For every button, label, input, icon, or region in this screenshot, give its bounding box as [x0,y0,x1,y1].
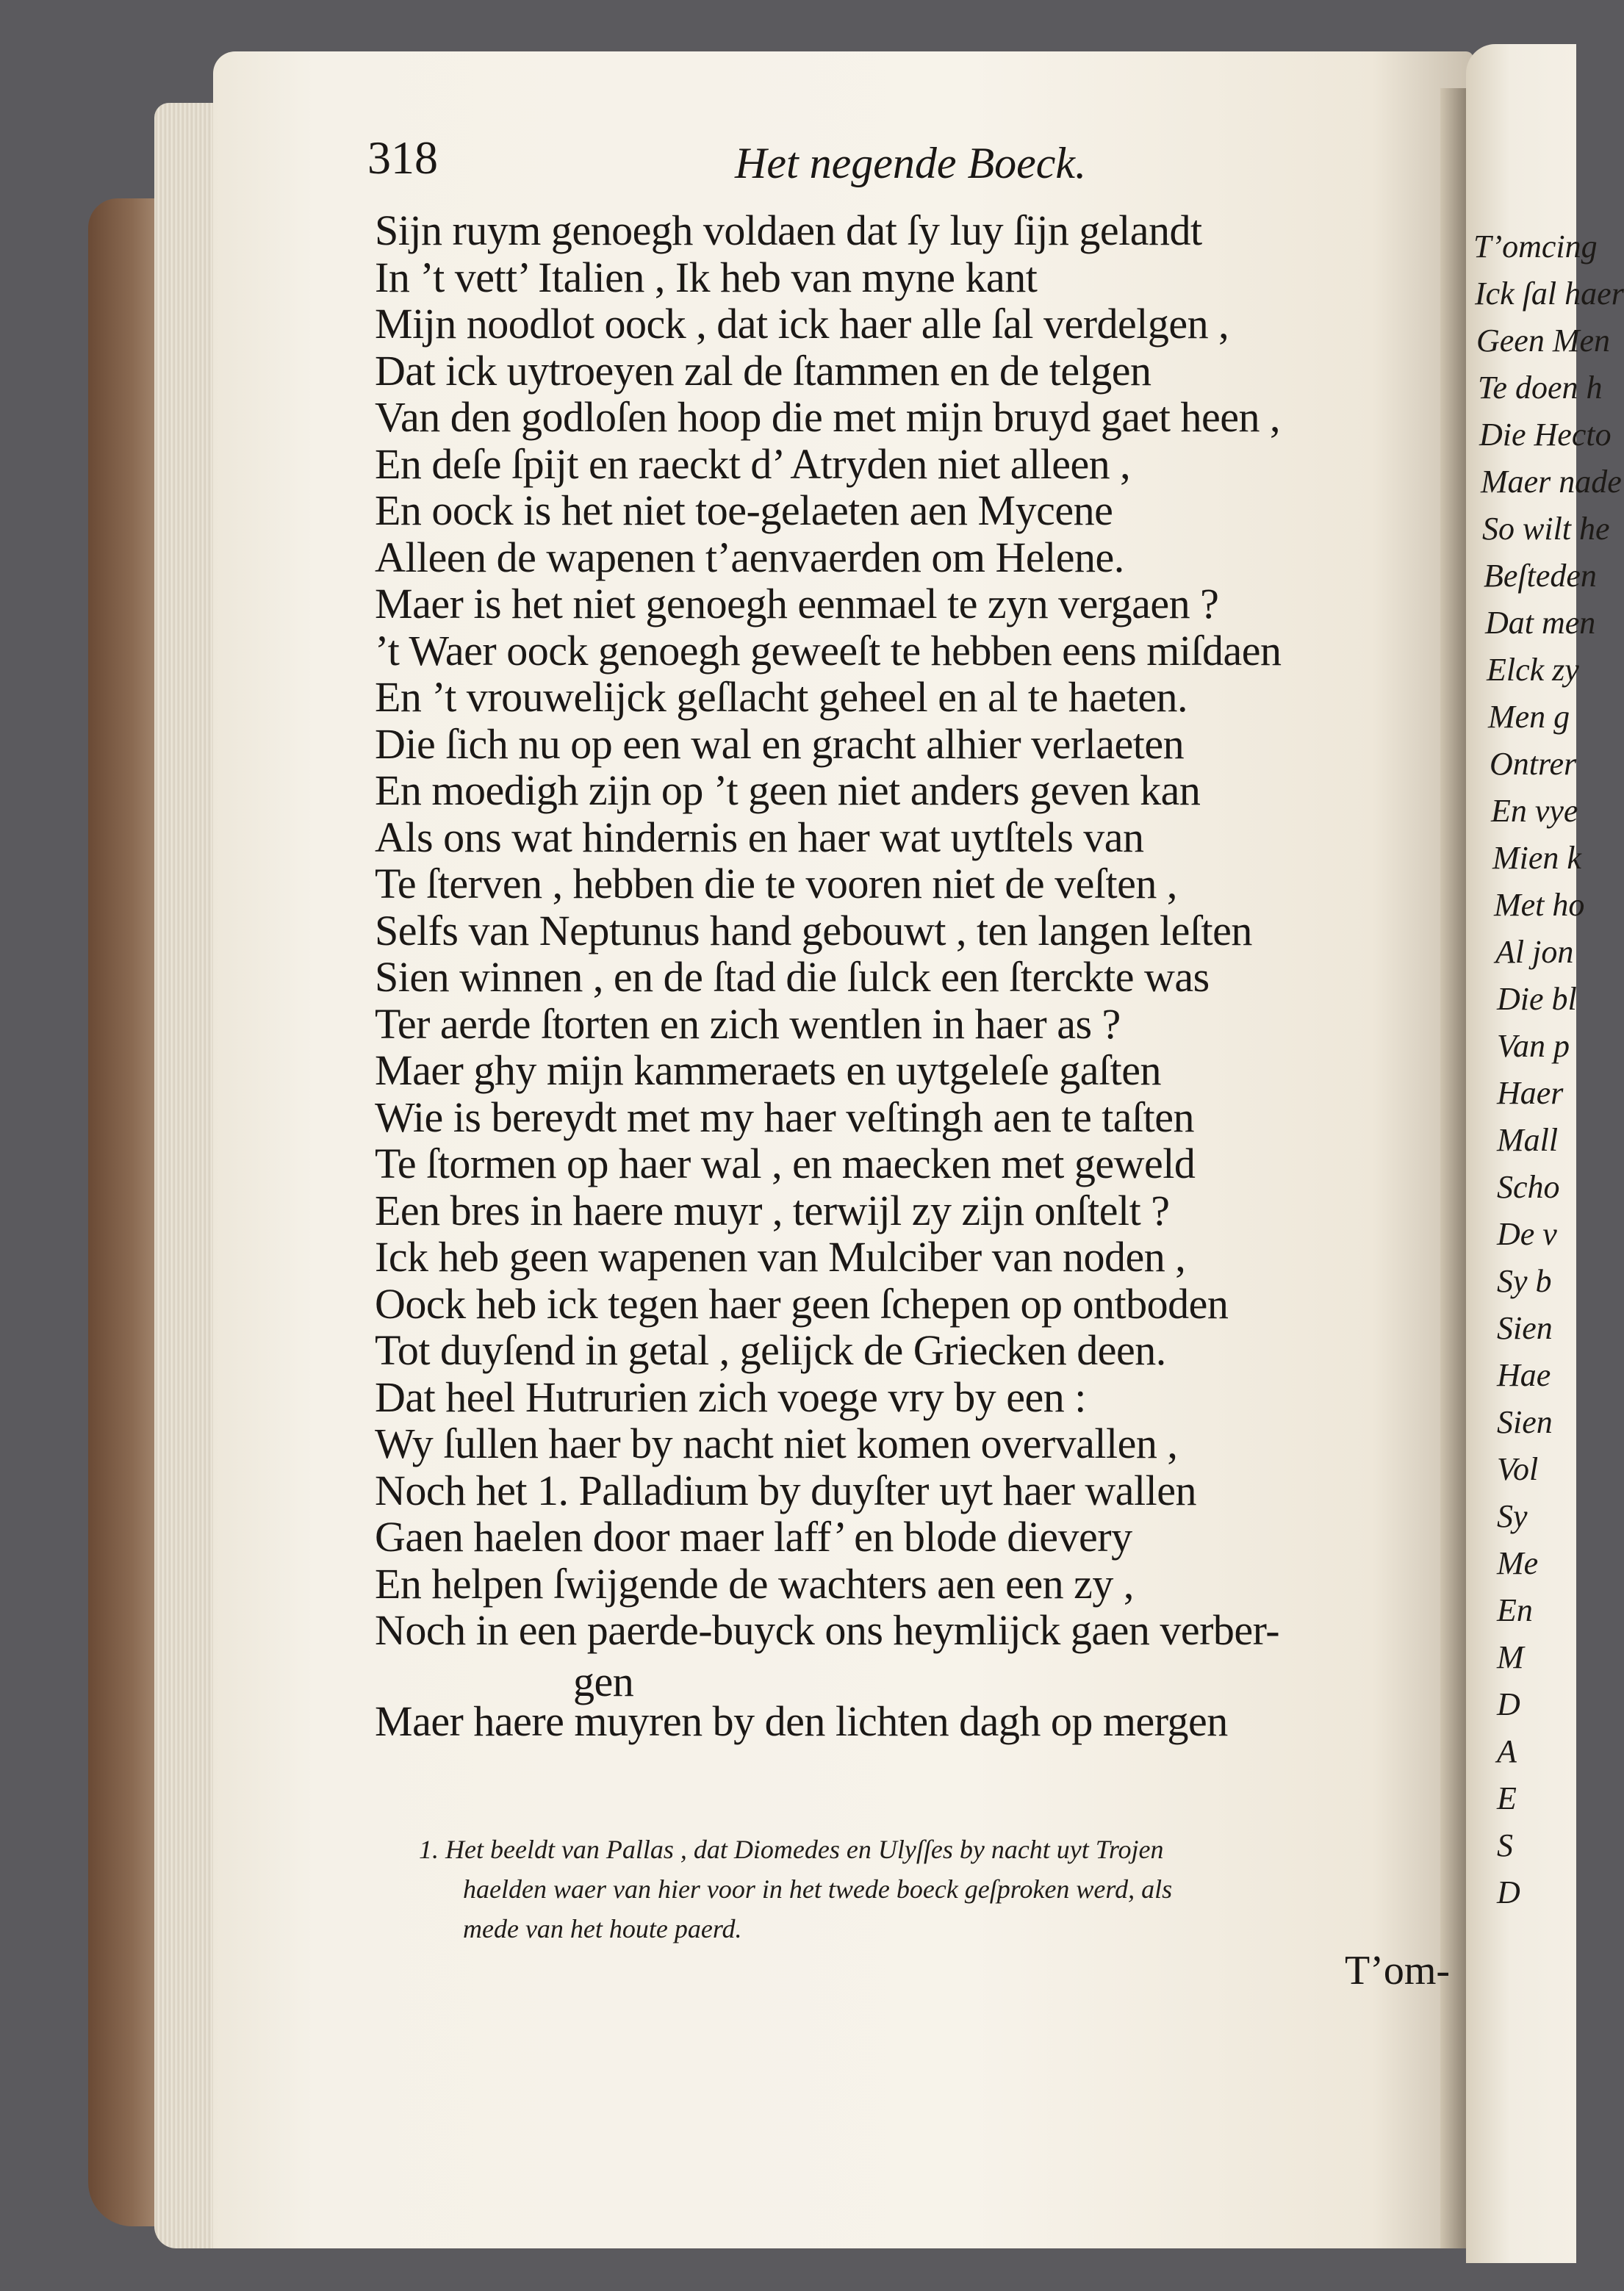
footnote [419,1830,1462,1949]
verse-line: Ter aerde ſtorten en zich wentlen in haer as ? [375,999,1121,1048]
facing-page-fragment: En vye [1491,793,1578,829]
verse-line: Sien winnen , en de ſtad die ſulck een ſterckte was [375,953,1210,1001]
verse-line: Als ons wat hindernis en haer wat uytſtels van [375,813,1144,861]
verse-line: Selfs van Neptunus hand gebouwt , ten langen leſten [375,906,1252,954]
facing-page-fragment: En [1497,1592,1533,1628]
facing-page-fragment: Sien [1497,1404,1553,1440]
footnote-line: haelden waer van hier voor in het twede boeck geſproken werd, als [463,1874,1173,1904]
facing-page-fragment: Scho [1497,1169,1560,1205]
verse-line: En helpen ſwijgende de wachters aen een zy , [375,1559,1134,1608]
verse-line: Te ſterven , hebben die te vooren niet de veſten , [375,860,1177,907]
facing-page-fragment: A [1497,1733,1517,1769]
facing-page-fragment: T’omcing [1473,229,1598,265]
facing-page-fragment: Sien [1497,1310,1553,1346]
facing-page-fragment: Elck zy [1487,652,1579,688]
facing-page-fragment: Al jon [1495,934,1574,970]
verse-line: En deſe ſpijt en raeckt d’ Atryden niet alleen , [375,439,1131,488]
facing-page-fragment: Ick ſal haer [1475,276,1624,312]
verse-line: Noch het 1. Palladium by duyſter uyt haer wallen [375,1466,1196,1514]
facing-page-fragment: Dat men [1485,605,1596,641]
facing-page-fragment: Maer nade [1481,464,1622,500]
facing-page-fragment: D [1497,1686,1520,1722]
facing-page-fragment: Sy b [1497,1263,1552,1299]
facing-page-fragment: Mien k [1492,840,1581,876]
facing-page-fragment: Haer [1497,1075,1564,1111]
footnote-line: mede van het houte paerd. [463,1914,742,1943]
verse-line: Ick heb geen wapenen van Mulciber van noden , [375,1233,1186,1281]
verse-line: Noch in een paerde-buyck ons heymlijck gaen verber- gen [375,1606,1280,1705]
page-number: 318 [367,132,438,184]
facing-page-fragment: E [1497,1780,1517,1816]
verse-line: En ’t vrouwelijck geſlacht geheel en al te haeten. [375,673,1188,721]
facing-page-fragment: Vol [1497,1451,1539,1487]
verse-line: Die ſich nu op een wal en gracht alhier verlaeten [375,719,1185,768]
verse-line: Maer is het niet genoegh eenmael te zyn vergaen ? [375,580,1219,627]
facing-page-fragment: Geen Men [1476,323,1611,359]
facing-page-fragment: Met ho [1494,887,1585,923]
verse-line: Oock heb ick tegen haer geen ſchepen op ontboden [375,1279,1229,1328]
verse-line: Mijn noodlot oock , dat ick haer alle ſal verdelgen , [375,300,1229,348]
verse-line: Een bres in haere muyr , terwijl zy zijn onſtelt ? [375,1186,1170,1234]
facing-page-fragment: Me [1497,1545,1539,1581]
verse-line: Sijn ruym genoegh voldaen dat ſy luy ſijn gelandt [375,206,1202,254]
facing-page-fragment: Beſteden [1484,558,1597,594]
facing-page-fragment: Mall [1497,1122,1559,1158]
facing-page-fragment: M [1497,1639,1524,1675]
facing-page-fragment: Men g [1488,699,1570,735]
verse-line: Dat ick uytroeyen zal de ſtammen en de telgen [375,346,1151,395]
facing-page-fragment: De v [1497,1216,1557,1252]
facing-page-fragment: Die Hecto [1479,417,1612,453]
verse-line: Dat heel Hutrurien zich voege vry by een : [375,1373,1086,1421]
verse-line: Wie is bereydt met my haer veſtingh aen te taſten [375,1093,1195,1141]
facing-page-fragment: Ontrer [1490,746,1577,782]
facing-page-fragment: Te doen h [1478,370,1603,406]
verse-line: Van den godloſen hoop die met mijn bruyd gaet heen , [375,393,1280,441]
facing-page-fragment: Hae [1497,1357,1551,1393]
catchword: T’om- [1345,1948,1451,1993]
verse-overflow-fragment: gen [573,1658,634,1705]
verse-line: Maer ghy mijn kammeraets en uytgeleſe gaſten [375,1046,1161,1094]
verse-line: Gaen haelen door maer laff’ en blode dievery [375,1513,1132,1561]
verse-line: Maer haere muyren by den lichten dagh op mergen [375,1697,1228,1745]
facing-page-fragment: Die bl [1497,981,1577,1017]
verse-line: Alleen de wapenen t’aenvaerden om Helene. [375,533,1124,581]
facing-page-fragment: Sy [1497,1498,1528,1534]
running-title: Het negende Boeck. [735,139,1087,187]
facing-page-fragment: Van p [1497,1028,1570,1064]
verse-line: En moedigh zijn op ’t geen niet anders geven kan [375,766,1201,814]
running-head [367,131,1433,190]
verse-line: Te ſtormen op haer wal , en maecken met geweld [375,1140,1196,1187]
verse-line: Tot duyſend in getal , gelijck de Griecken deen. [375,1326,1166,1374]
verse-line: En oock is het niet toe-gelaeten aen Mycene [375,486,1113,534]
facing-page-fragment: S [1497,1827,1513,1863]
verse-line: Wy ſullen haer by nacht niet komen overvallen , [375,1420,1178,1467]
verse-line: ’t Waer oock genoegh geweeſt te hebben eens miſdaen [375,626,1282,675]
footnote-line: 1. Het beeldt van Pallas , dat Diomedes en Ulyſſes by nacht uyt Trojen [419,1835,1164,1864]
facing-page-fragment: D [1497,1874,1520,1910]
verse-line: In ’t vett’ Italien , Ik heb van myne kant [375,253,1038,301]
facing-page [1466,44,1624,2263]
facing-page-fragment: So wilt he [1482,511,1610,547]
